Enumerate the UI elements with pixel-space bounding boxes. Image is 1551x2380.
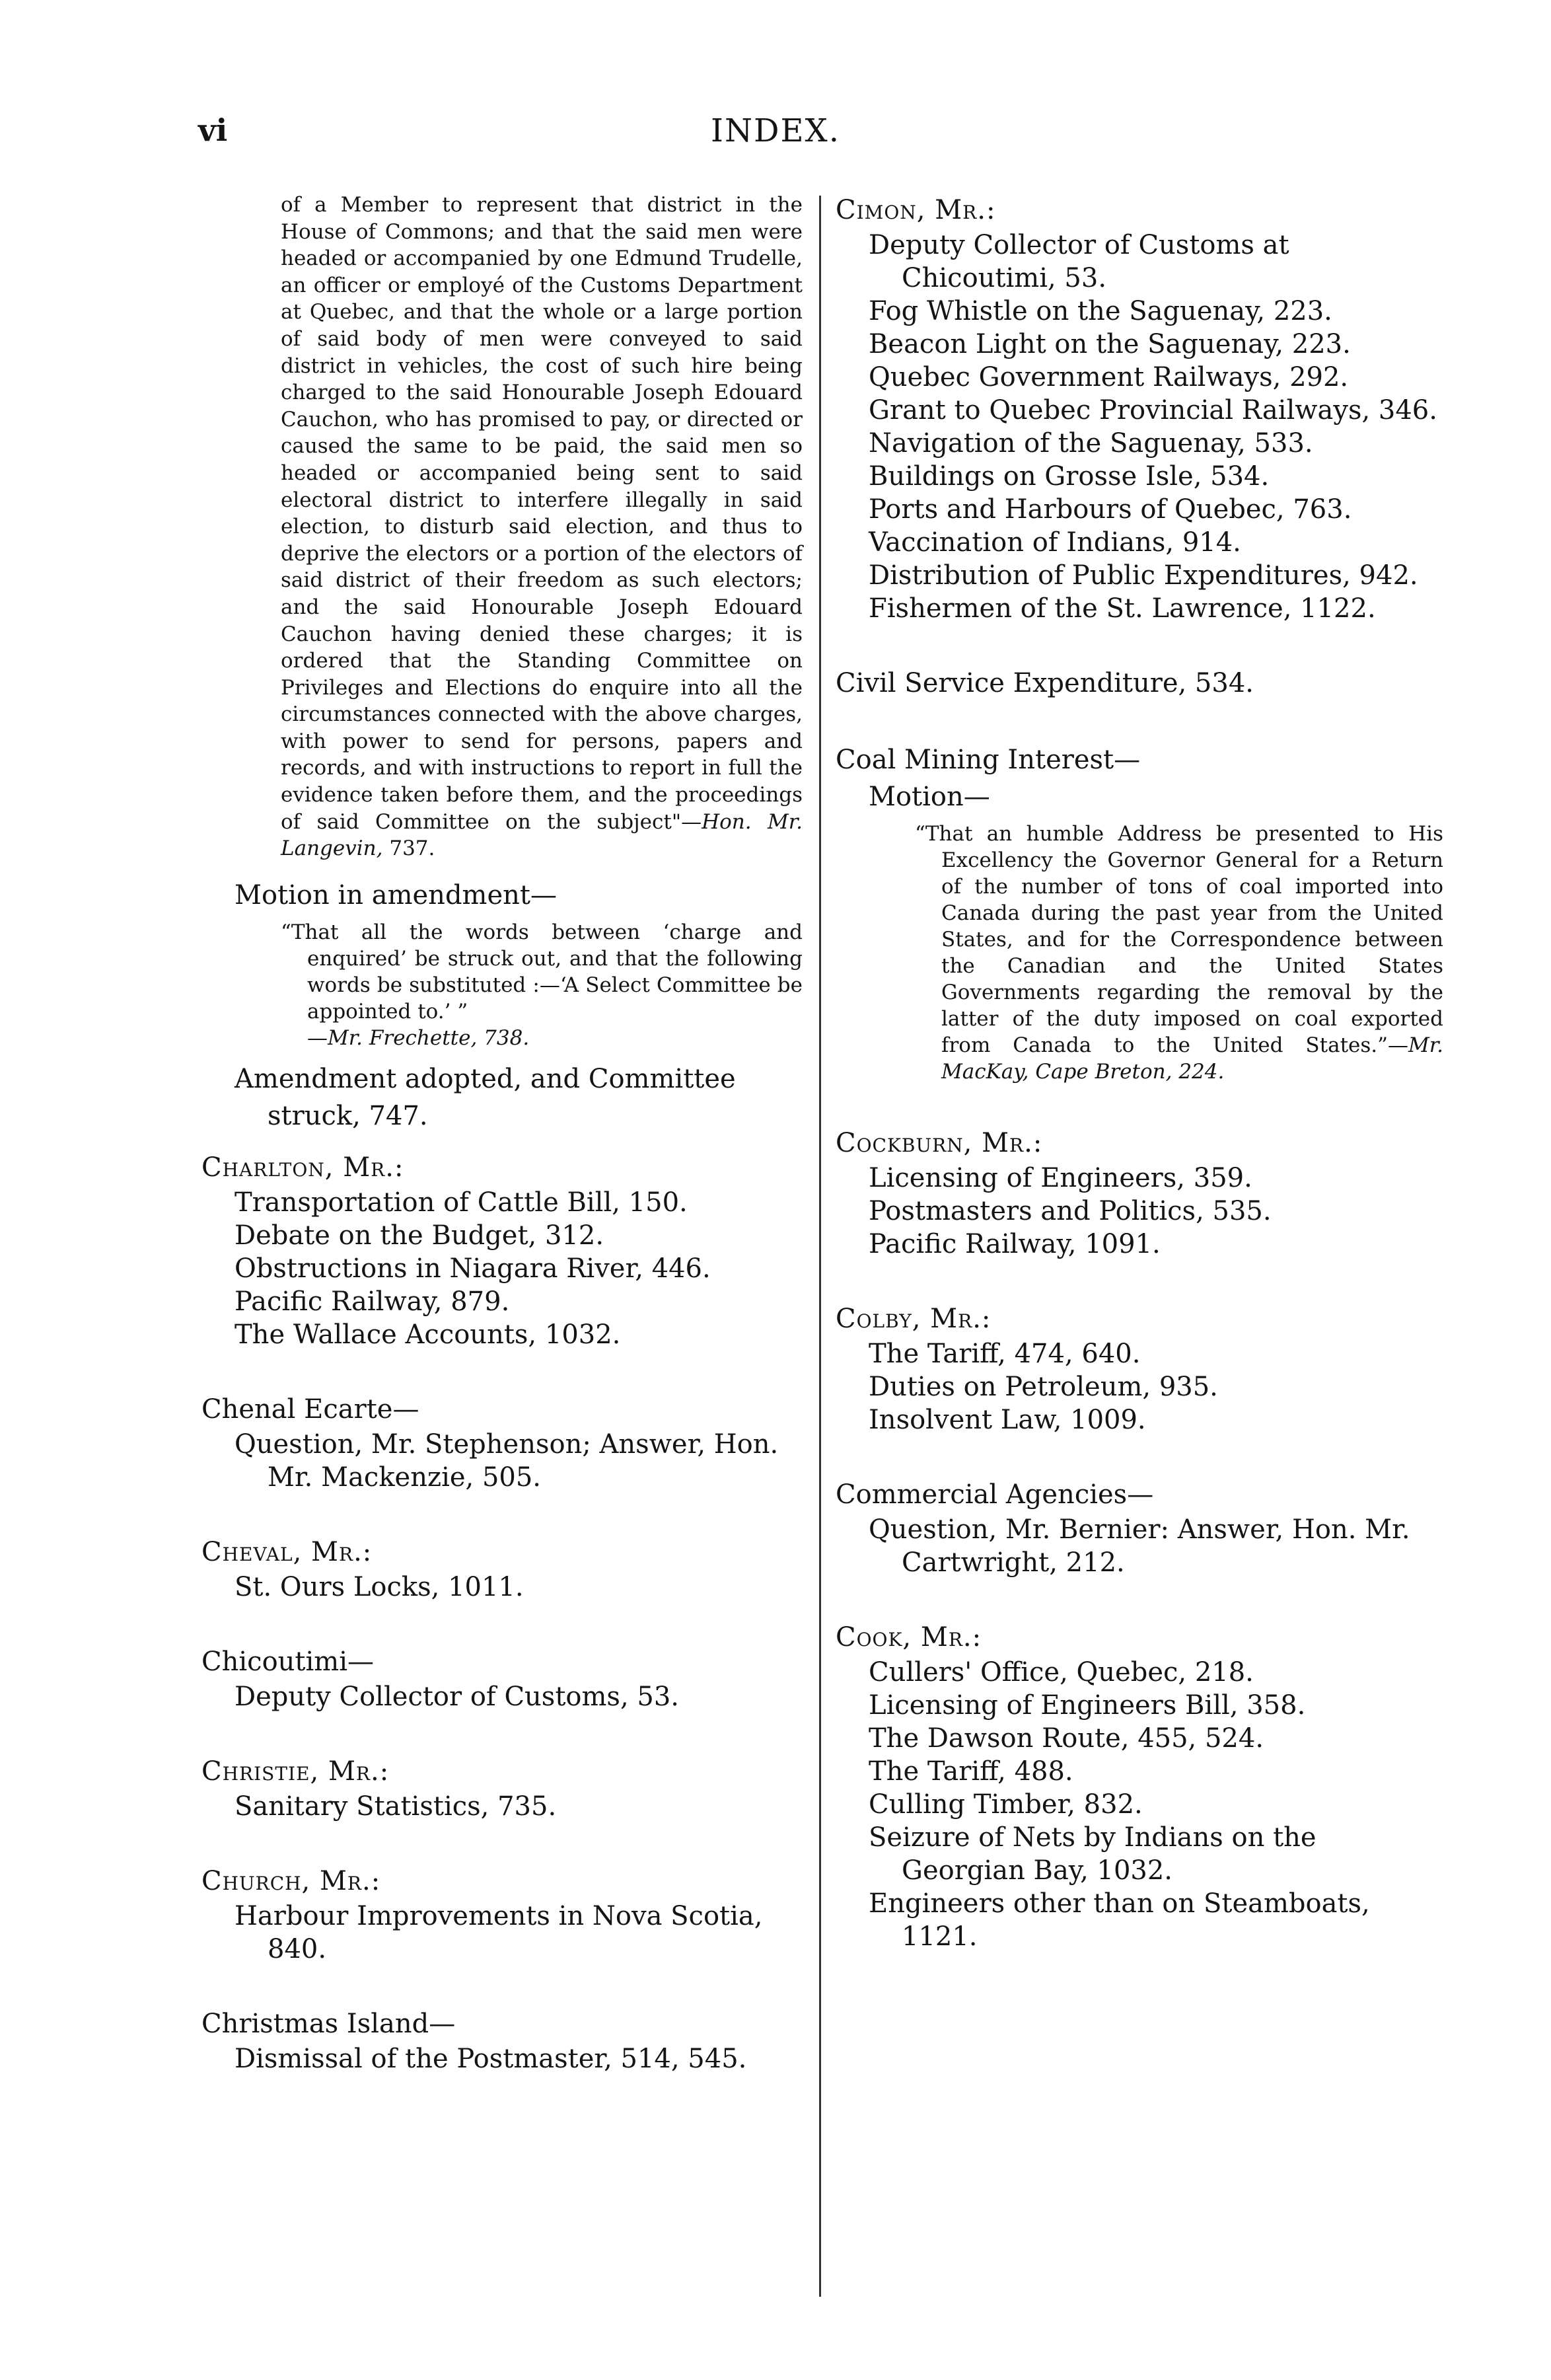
entry-cheval — [201, 1534, 803, 1604]
index-item: Fog Whistle on the Saguenay, 223. — [869, 296, 1332, 326]
index-item: St. Ours Locks, 1011. — [234, 1571, 524, 1602]
index-item: The Wallace Accounts, 1032. — [234, 1319, 621, 1350]
motion-amendment-heading: Motion in amendment— — [234, 879, 557, 911]
index-item: Culling Timber, 832. — [869, 1789, 1143, 1820]
index-item: Question, Mr. Bernier: Answer, Hon. Mr. Cartwright, 212. — [869, 1514, 1410, 1578]
index-item: Transportation of Cattle Bill, 150. — [234, 1187, 688, 1218]
entry-heading: Church, Mr.: — [201, 1865, 381, 1896]
index-item: Vaccination of Indians, 914. — [869, 527, 1241, 558]
entry-cockburn — [836, 1125, 1443, 1261]
entry-coal — [836, 741, 1443, 1085]
entry-heading: Cheval, Mr.: — [201, 1536, 373, 1567]
entry-chenal — [201, 1391, 803, 1494]
entry-heading: Colby, Mr.: — [836, 1304, 992, 1334]
coal-quote: “That an humble Address be presented to His Excellency the Governor General for a Return of the number of tons of coal imported into Canada during the past year from the United States, and for the Correspondence between the Canadian and the United States Governments regarding the removal by the latter of the duty imposed on coal exported from Canada to the United States.”—Mr. MacKay, Cape Breton, 224. — [915, 822, 1443, 1084]
index-item: Grant to Quebec Provincial Railways, 346. — [869, 395, 1437, 426]
index-item: Insolvent Law, 1009. — [869, 1405, 1146, 1435]
entry-cimon — [836, 192, 1443, 625]
index-item: Pacific Railway, 1091. — [869, 1229, 1161, 1259]
entry-civil-service — [836, 665, 1443, 702]
continued-entry — [201, 192, 803, 862]
index-item: Ports and Harbours of Quebec, 763. — [869, 494, 1352, 525]
index-item: Deputy Collector of Customs at Chicoutimi, 53. — [869, 230, 1289, 293]
entry-colby — [836, 1300, 1443, 1436]
entry-heading: Cook, Mr.: — [836, 1622, 982, 1653]
index-item: Engineers other than on Steamboats, 1121. — [869, 1888, 1370, 1952]
entry-cook — [836, 1619, 1443, 1953]
index-item: Quebec Government Railways, 292. — [869, 362, 1349, 392]
index-item: Navigation of the Saguenay, 533. — [869, 428, 1313, 459]
index-item: Licensing of Engineers Bill, 358. — [869, 1690, 1306, 1721]
index-item: Obstructions in Niagara River, 446. — [234, 1253, 711, 1284]
entry-church — [201, 1863, 803, 1966]
page-header — [0, 112, 1551, 165]
entry-heading: Christie, Mr.: — [201, 1756, 390, 1787]
entry-commercial — [836, 1476, 1443, 1579]
entry-heading: Cockburn, Mr.: — [836, 1128, 1043, 1158]
index-item: Seizure of Nets by Indians on the Georgian Bay, 1032. — [869, 1822, 1317, 1886]
entry-heading: Civil Service Expenditure, 534. — [836, 668, 1254, 698]
entry-christie — [201, 1753, 803, 1823]
entry-christmas — [201, 2005, 803, 2075]
entry-heading: Charlton, Mr.: — [201, 1152, 404, 1183]
index-item: Cullers' Office, Quebec, 218. — [869, 1657, 1254, 1688]
amendment-entry — [201, 877, 803, 1134]
entry-charlton — [201, 1149, 803, 1351]
index-item: Buildings on Grosse Isle, 534. — [869, 461, 1270, 492]
amendment-result: Amendment adopted, and Committee struck, 747. — [234, 1063, 736, 1131]
motion-heading: Motion— — [869, 782, 990, 812]
column-divider — [819, 196, 821, 2297]
index-item: Beacon Light on the Saguenay, 223. — [869, 329, 1351, 359]
index-item: The Tariff, 474, 640. — [869, 1339, 1141, 1369]
index-item: Postmasters and Politics, 535. — [869, 1196, 1272, 1226]
right-column — [836, 192, 1443, 1993]
continued-text: of a Member to represent that district in the House of Commons; and that the said men were headed or accompanied by one Edmund Trudelle, an officer or employé of the Customs Department at Quebec, and that the whole or a large portion of said body of men were conveyed to said district in vehicles, the cost of such hire being charged to the said Honourable Joseph Edouard Cauchon, who has promised to pay, or directed or caused the same to be paid, the said men so headed or accompanied being sent to said electoral district to interfere illegally in said election, to disturb said election, and thus to deprive the electors or a portion of the electors of said district of their freedom as such electors; and the said Honourable Joseph Edouard Cauchon having denied these charges; it is ordered that the Standing Committee on Privileges and Elections do enquire into all the circumstances connected with the above charges, with power to send for persons, papers and records, and with instructions to report in full the evidence taken before them, and the proceedings of said Committee on the subject"—Hon. Mr. Langevin, 737. — [281, 193, 803, 861]
page-number: vi — [198, 112, 228, 148]
entry-heading: Chicoutimi— — [201, 1646, 374, 1677]
index-item: The Dawson Route, 455, 524. — [869, 1723, 1264, 1754]
entry-chicoutimi — [201, 1643, 803, 1713]
left-column — [201, 192, 803, 2115]
index-item: Sanitary Statistics, 735. — [234, 1791, 557, 1822]
index-item: Harbour Improvements in Nova Scotia, 840. — [234, 1900, 763, 1964]
index-item: Dismissal of the Postmaster, 514, 545. — [234, 2043, 747, 2074]
index-item: Pacific Railway, 879. — [234, 1286, 510, 1317]
index-item: Licensing of Engineers, 359. — [869, 1163, 1252, 1193]
index-item: The Tariff, 488. — [869, 1756, 1073, 1787]
index-item: Duties on Petroleum, 935. — [869, 1372, 1218, 1402]
running-title: INDEX. — [711, 112, 840, 149]
entry-heading: Commercial Agencies— — [836, 1479, 1154, 1510]
entry-heading: Coal Mining Interest— — [836, 745, 1141, 775]
index-item: Debate on the Budget, 312. — [234, 1220, 604, 1251]
index-item: Deputy Collector of Customs, 53. — [234, 1681, 679, 1712]
entry-heading: Cimon, Mr.: — [836, 195, 996, 225]
amendment-quote: “That all the words between ‘charge and enquired’ be struck out, and that the following words be substituted :—‘A Select Committee be appointed to.’ ” —Mr. Frechette, 738. — [281, 920, 803, 1050]
entry-heading: Christmas Island— — [201, 2008, 456, 2039]
entry-heading: Chenal Ecarte— — [201, 1394, 419, 1425]
index-item: Distribution of Public Expenditures, 942. — [869, 560, 1418, 591]
index-item: Fishermen of the St. Lawrence, 1122. — [869, 593, 1376, 624]
index-item: Question, Mr. Stephenson; Answer, Hon. Mr. Mackenzie, 505. — [234, 1429, 779, 1493]
